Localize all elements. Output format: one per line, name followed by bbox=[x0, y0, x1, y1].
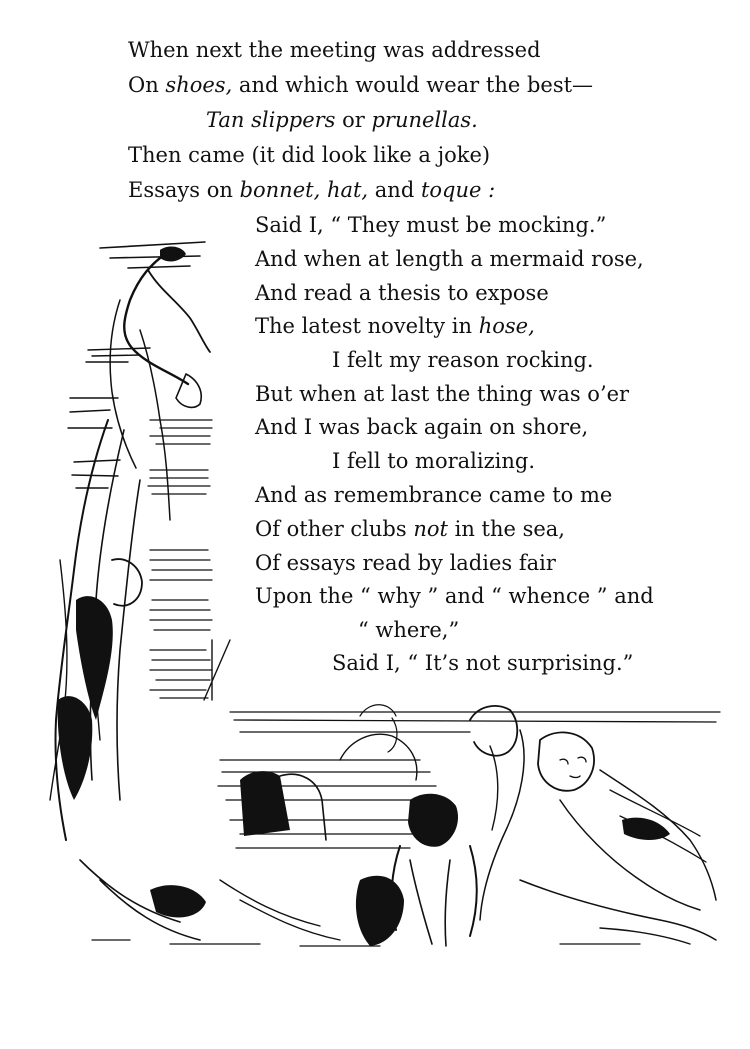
line-text: Essays on bbox=[128, 178, 240, 202]
line-text: On bbox=[128, 73, 166, 97]
line-text: in the sea, bbox=[447, 517, 565, 541]
line-text: Said I, “ They must be mocking.” bbox=[255, 213, 607, 237]
line-text: or bbox=[335, 108, 372, 132]
poem-line bbox=[332, 650, 633, 676]
poem-line bbox=[255, 280, 549, 306]
line-text: Of other clubs bbox=[255, 517, 414, 541]
line-text: Upon the “ why ” and “ whence ” and bbox=[255, 584, 654, 608]
poem-line bbox=[255, 516, 565, 542]
line-text: When next the meeting was addressed bbox=[128, 38, 541, 62]
line-text: “ where,” bbox=[358, 618, 460, 642]
line-text: And I was back again on shore, bbox=[255, 415, 589, 439]
poem-line bbox=[128, 37, 541, 63]
italic-word: hat, bbox=[326, 178, 369, 202]
line-text: Then came (it did look like a joke) bbox=[128, 143, 491, 167]
italic-word: prunellas. bbox=[371, 108, 478, 132]
line-text: Said I, “ It’s not surprising.” bbox=[332, 651, 634, 675]
poem-line bbox=[128, 177, 495, 203]
italic-word: hose, bbox=[478, 314, 535, 338]
poem-line bbox=[255, 381, 629, 407]
poem-line bbox=[332, 347, 594, 373]
poem-line bbox=[255, 414, 588, 440]
line-text: and which would wear the best— bbox=[232, 73, 594, 97]
line-text: But when at last the thing was o’er bbox=[255, 382, 630, 406]
poem-line bbox=[255, 482, 612, 508]
line-text: And read a thesis to expose bbox=[255, 281, 549, 305]
line-text bbox=[320, 178, 327, 202]
line-text: The latest novelty in bbox=[255, 314, 479, 338]
poem-line bbox=[255, 550, 556, 576]
italic-word: toque : bbox=[420, 178, 496, 202]
line-text: I felt my reason rocking. bbox=[332, 348, 594, 372]
italic-word: Tan slippers bbox=[206, 108, 336, 132]
line-text: Of essays read by ladies fair bbox=[255, 551, 556, 575]
poem-line bbox=[255, 313, 535, 339]
line-text: And as remembrance came to me bbox=[255, 483, 613, 507]
italic-word: bonnet, bbox=[239, 178, 321, 202]
poem-line bbox=[128, 72, 593, 98]
line-text: And when at length a mermaid rose, bbox=[255, 247, 644, 271]
poem-line bbox=[206, 107, 478, 133]
poem-line bbox=[358, 617, 459, 643]
poem-line bbox=[128, 142, 490, 168]
poem-line bbox=[255, 212, 606, 238]
line-text: I fell to moralizing. bbox=[332, 449, 536, 473]
poem-line bbox=[332, 448, 535, 474]
poem-line bbox=[255, 246, 644, 272]
poem-line bbox=[255, 583, 654, 609]
italic-word: shoes, bbox=[165, 73, 233, 97]
italic-word: not bbox=[413, 517, 448, 541]
line-text: and bbox=[368, 178, 421, 202]
